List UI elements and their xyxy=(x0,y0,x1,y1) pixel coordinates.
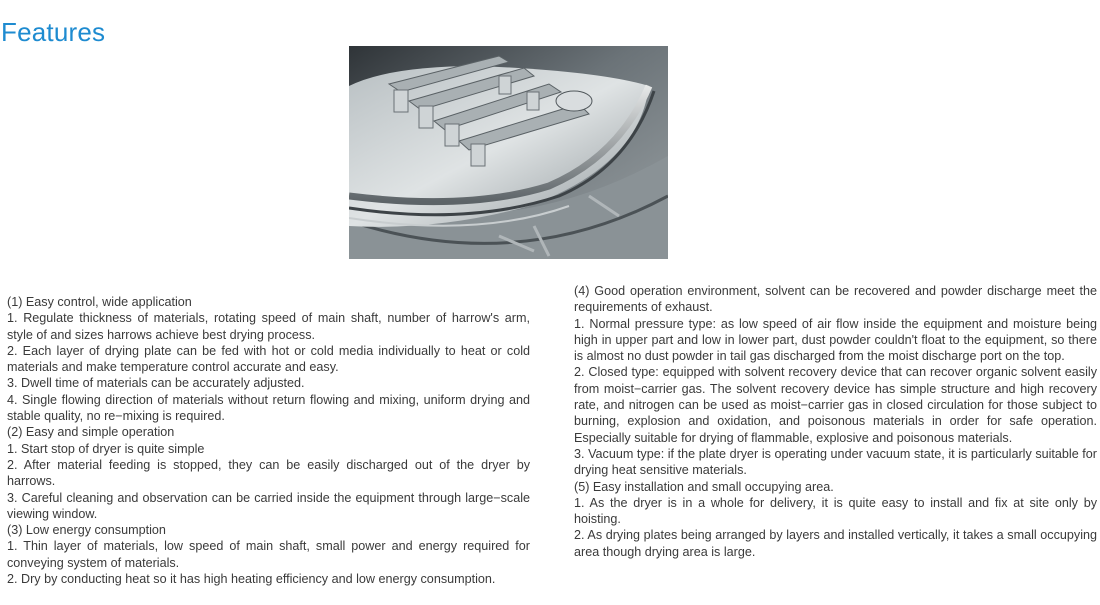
feature-item: 3. Vacuum type: if the plate dryer is operating under vacuum state, it is particularly suitable for drying heat sensitive materials. xyxy=(574,446,1097,478)
feature-item: 1. Regulate thickness of materials, rotating speed of main shaft, number of harrow's arm, style of and sizes harrows achieve best drying process. xyxy=(7,311,530,342)
feature-heading: (5) Easy installation and small occupying area. xyxy=(574,479,834,494)
feature-item: 1. Start stop of dryer is quite simple xyxy=(7,441,205,456)
feature-item: 1. Thin layer of materials, low speed of main shaft, small power and energy required for conveying system of materials. xyxy=(7,539,530,570)
dryer-photo xyxy=(349,46,668,259)
feature-heading: (3) Low energy consumption xyxy=(7,523,166,538)
features-right-column xyxy=(574,283,1097,560)
feature-heading: (1) Easy control, wide application xyxy=(7,295,192,309)
feature-item: 2. After material feeding is stopped, they can be easily discharged out of the dryer by harrows. xyxy=(7,457,530,489)
feature-item: 2. Dry by conducting heat so it has high heating efficiency and low energy consumption. xyxy=(7,572,496,587)
feature-item: 3. Careful cleaning and observation can be carried inside the equipment through large−scale viewing window. xyxy=(7,490,530,521)
feature-item: 1. Normal pressure type: as low speed of air flow inside the equipment and moisture being high in upper part and low in lower part, dust powder couldn't float to the equipment, so there is almost no dust powder in tail gas discharged from the moist discharge port on the top. xyxy=(574,316,1097,364)
feature-item: 2. As drying plates being arranged by layers and installed vertically, it takes a small occupying area though drying area is large. xyxy=(574,528,1097,559)
feature-item: 3. Dwell time of materials can be accurately adjusted. xyxy=(7,376,305,391)
features-left-column xyxy=(7,294,530,587)
feature-item: 1. As the dryer is in a whole for delivery, it is quite easy to install and fix at site only by hoisting. xyxy=(574,495,1097,527)
feature-heading: (4) Good operation environment, solvent can be recovered and powder discharge meet the requirements of exhaust. xyxy=(574,284,1097,315)
feature-heading: (2) Easy and simple operation xyxy=(7,425,175,440)
feature-item: 2. Closed type: equipped with solvent recovery device that can recover organic solvent easily from moist−carrier gas. The solvent recovery device has simple structure and high recovery rate, and nitrogen can be used as moist−carrier gas in closed circulation for those subject to burning, explosion and oxidation, and poisonous materials in order for safe operation. Especially suitable for drying of flammable, explosive and poisonous materials. xyxy=(574,365,1097,445)
feature-item: 2. Each layer of drying plate can be fed with hot or cold media individually to heat or cold materials and make temperature control accurate and easy. xyxy=(7,343,530,375)
feature-item: 4. Single flowing direction of materials without return flowing and mixing, uniform drying and stable quality, no re−mixing is required. xyxy=(7,392,530,424)
page-title: Features xyxy=(1,17,106,47)
